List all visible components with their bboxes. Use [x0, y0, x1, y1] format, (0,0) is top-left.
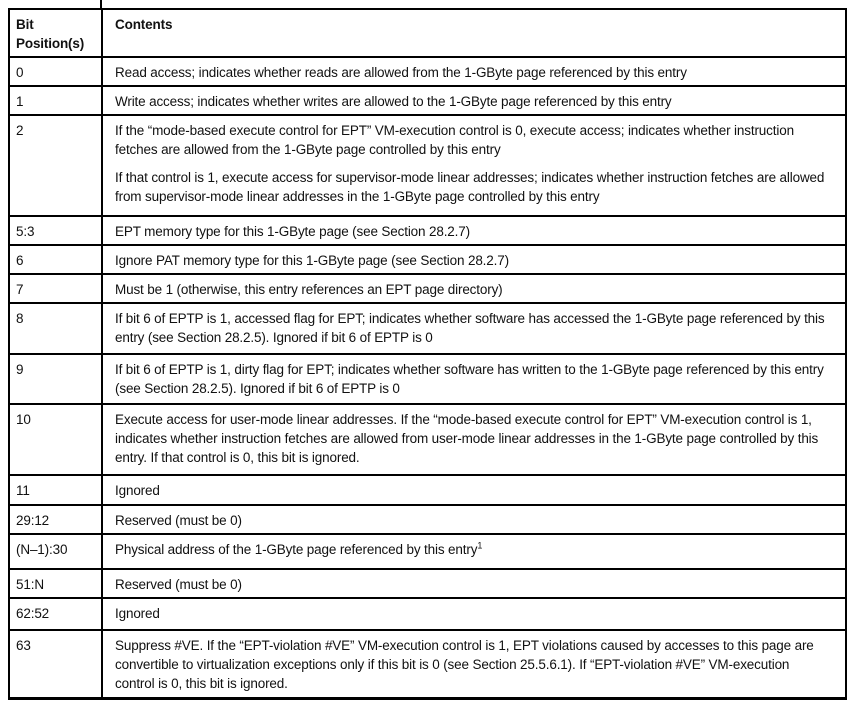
contents-cell: [102, 86, 846, 115]
contents-cell: [102, 303, 846, 354]
contents-cell: [102, 630, 846, 698]
contents-cell: [102, 598, 846, 630]
contents-text: Ignored: [115, 483, 160, 498]
contents-text: Ignore PAT memory type for this 1-GByte page (see Section 28.2.7): [115, 253, 509, 268]
contents-text: Read access; indicates whether reads are allowed from the 1-GByte page referenced by this entry: [115, 65, 687, 80]
contents-text: Execute access for user-mode linear addresses. If the “mode-based execute control for EPT” VM-execution control is 1, indicates whether instruction fetches are allowed from user-mode linear addresses in the 1-GByte page controlled by this entry. If that control is 0, this bit is ignored.: [115, 412, 819, 465]
contents-cell: [102, 245, 846, 274]
table-row: [9, 86, 846, 115]
ept-pdpte-bit-table: [8, 8, 847, 700]
contents-text: Must be 1 (otherwise, this entry references an EPT page directory): [115, 282, 503, 297]
footnote-reference: 1: [477, 540, 483, 551]
contents-text: Ignored: [115, 606, 160, 621]
contents-cell: [102, 569, 846, 598]
table-row: [9, 216, 846, 245]
table-row: [9, 404, 846, 475]
bit-position-cell: 62:52: [9, 598, 102, 630]
table-header-row: [9, 9, 846, 57]
bit-position-cell: 9: [9, 354, 102, 404]
contents-text: Reserved (must be 0): [115, 577, 242, 592]
contents-text: Reserved (must be 0): [115, 513, 242, 528]
contents-cell: [102, 57, 846, 86]
bit-position-cell: (N–1):30: [9, 534, 102, 569]
bit-position-cell: 1: [9, 86, 102, 115]
table-row: [9, 534, 846, 569]
bit-position-cell: 0: [9, 57, 102, 86]
table-row: [9, 115, 846, 216]
contents-cell: [102, 354, 846, 404]
table-row: [9, 569, 846, 598]
bit-position-column-header: Bit Position(s): [9, 9, 102, 57]
table-row: [9, 57, 846, 86]
contents-text: If bit 6 of EPTP is 1, accessed flag for EPT; indicates whether software has accessed the 1-GByte page referenced by this entry (see Section 28.2.5). Ignored if bit 6 of EPTP is 0: [115, 311, 825, 345]
bit-position-cell: 8: [9, 303, 102, 354]
table-row: [9, 598, 846, 630]
contents-cell: [102, 404, 846, 475]
table-row: [9, 505, 846, 534]
bit-position-cell: 51:N: [9, 569, 102, 598]
table-row: [9, 303, 846, 354]
bit-position-cell: 6: [9, 245, 102, 274]
table-row: [9, 274, 846, 303]
bit-position-cell: 5:3: [9, 216, 102, 245]
contents-text: Suppress #VE. If the “EPT-violation #VE” VM-execution control is 1, EPT violations caused by accesses to this page are convertible to virtualization exceptions only if this bit is 0 (see Section 25.5.6.1). If “EPT-violation #VE” VM-execution control is 0, this bit is ignored.: [115, 638, 814, 691]
contents-cell: [102, 475, 846, 505]
contents-text: If that control is 1, execute access for supervisor-mode linear addresses; indicates whether instruction fetches are allowed from supervisor-mode linear addresses in the 1-GByte page controlled by this entry: [115, 170, 825, 204]
contents-text: If bit 6 of EPTP is 1, dirty flag for EPT; indicates whether software has written to the 1-GByte page referenced by this entry (see Section 28.2.5). Ignored if bit 6 of EPTP is 0: [115, 362, 824, 396]
contents-column-header: Contents: [102, 9, 846, 57]
bit-position-cell: 29:12: [9, 505, 102, 534]
table-row: [9, 354, 846, 404]
contents-cell: [102, 274, 846, 303]
bit-position-cell: 11: [9, 475, 102, 505]
table-row: [9, 245, 846, 274]
contents-cell: [102, 505, 846, 534]
contents-cell: [102, 216, 846, 245]
table-row: [9, 475, 846, 505]
table-row: [9, 630, 846, 698]
contents-cell: [102, 115, 846, 216]
contents-text-main: Physical address of the 1-GByte page referenced by this entry: [115, 542, 478, 557]
contents-text: EPT memory type for this 1-GByte page (see Section 28.2.7): [115, 224, 470, 239]
bit-position-cell: 10: [9, 404, 102, 475]
bit-position-cell: 7: [9, 274, 102, 303]
contents-cell: [102, 534, 846, 569]
contents-text: [115, 540, 831, 559]
bit-position-cell: 63: [9, 630, 102, 698]
contents-text: If the “mode-based execute control for EPT” VM-execution control is 0, execute access; indicates whether instruction fetches are allowed from the 1-GByte page controlled by this entry: [115, 123, 794, 157]
contents-text: Write access; indicates whether writes are allowed to the 1-GByte page referenced by this entry: [115, 94, 672, 109]
bit-position-cell: 2: [9, 115, 102, 216]
